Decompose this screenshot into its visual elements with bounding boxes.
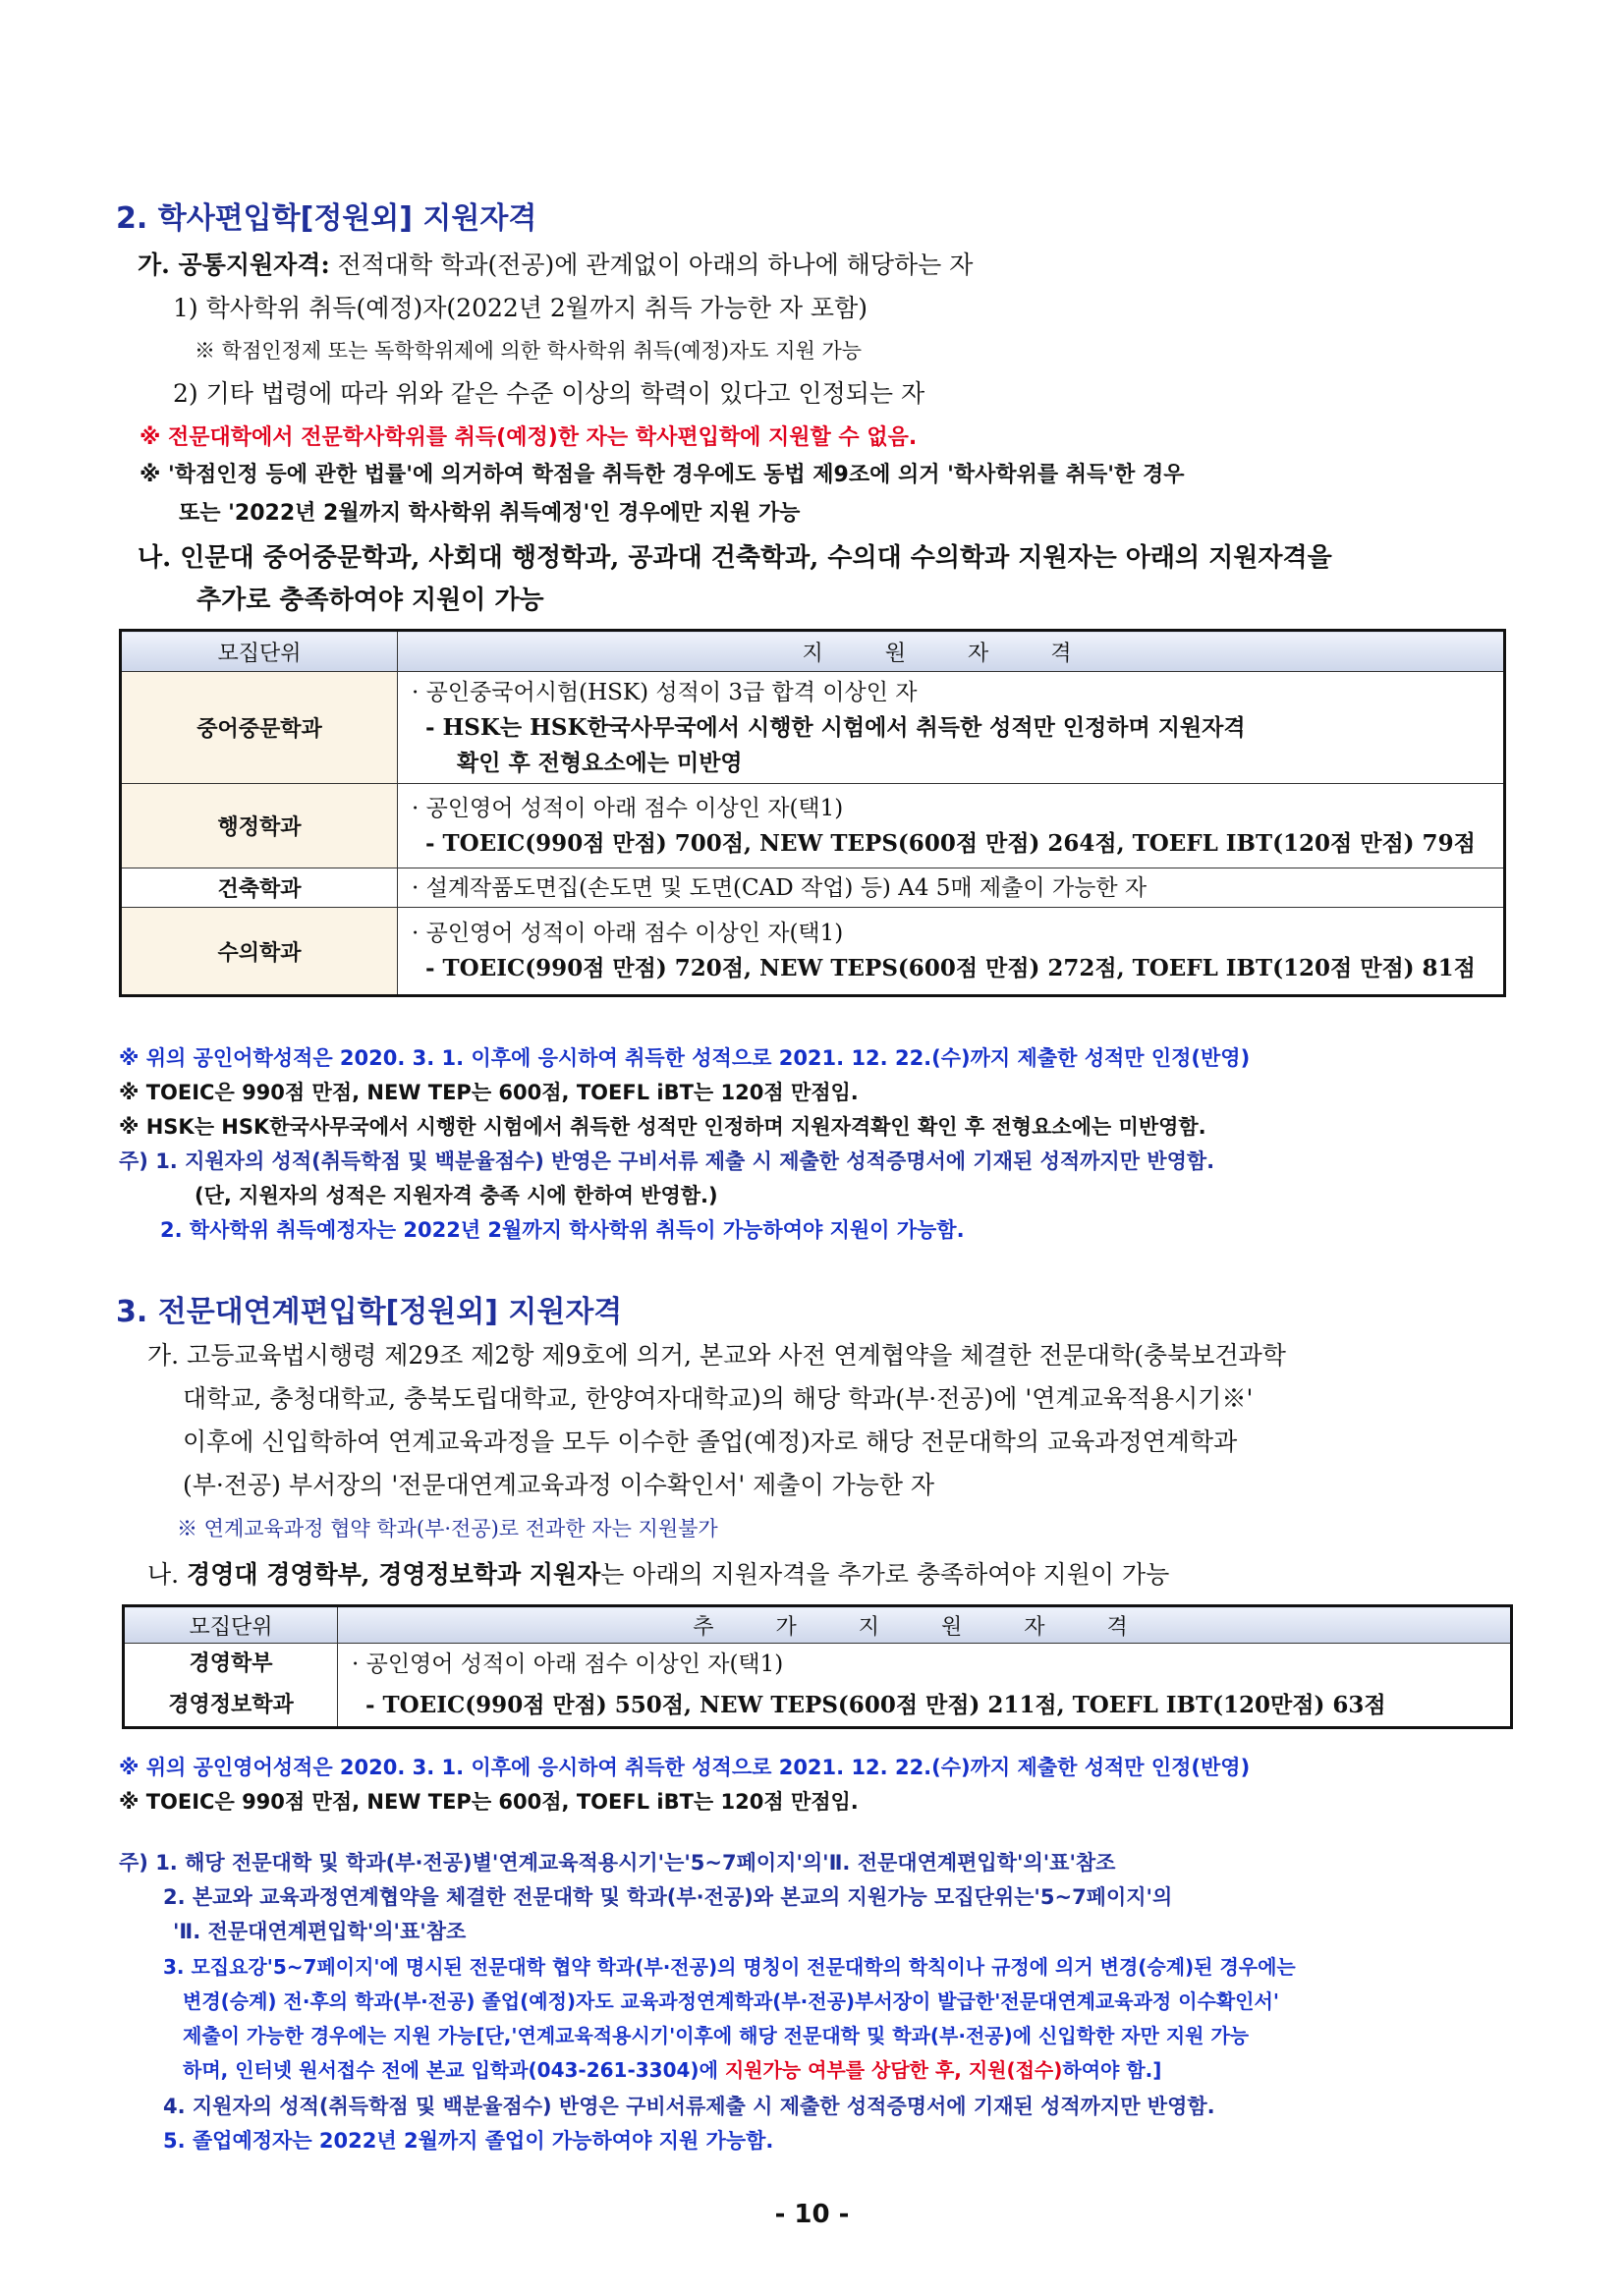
additional-qualification-line1: 나. 인문대 중어중문학과, 사회대 행정학과, 공과대 건축학과, 수의대 수의학과 지원자는 아래의 지원자격을 <box>138 543 1332 573</box>
unit-cell: 건축학과 <box>121 868 398 908</box>
footnote-2: 2. 학사학위 취득예정자는 2022년 2월까지 학사학위 취득이 가능하여야 지원이 가능함. <box>160 1218 965 1242</box>
linkage-qualification-line1: 가. 고등교육법시행령 제29조 제2항 제9호에 의거, 본교와 사전 연계협약을 체결한 전문대학(충북보건과학 <box>147 1341 1286 1370</box>
requirement-cell <box>398 672 1505 784</box>
section3-requirements-table <box>122 1604 1513 1729</box>
requirement-line: · 공인영어 성적이 아래 점수 이상인 자(택1) <box>412 921 844 946</box>
linkage-qualification-line2: 대학교, 충청대학교, 충북도립대학교, 한양여자대학교)의 해당 학과(부·전공)에 '연계교육적용시기※' <box>183 1384 1254 1413</box>
linkage-footnote-5: 5. 졸업예정자는 2022년 2월까지 졸업이 가능하여야 지원 가능함. <box>163 2129 774 2153</box>
requirement-line: · 설계작품도면집(손도면 및 도면(CAD 작업) 등) A4 5매 제출이 가능한 자 <box>412 874 1148 901</box>
unit-cell: 중어중문학과 <box>121 672 398 784</box>
toeic-full-score-note: ※ TOEIC은 990점 만점, NEW TEP는 600점, TOEFL iBT는 120점 만점임. <box>119 1081 859 1104</box>
requirement-line: - HSK는 HSK한국사무국에서 시행한 시험에서 취득한 성적만 인정하며 지원자격 <box>425 713 1246 741</box>
requirement-cell <box>398 784 1505 868</box>
toeic-full-score-note-2: ※ TOEIC은 990점 만점, NEW TEP는 600점, TOEFL iBT는 120점 만점임. <box>119 1790 859 1814</box>
table-row <box>121 784 1505 868</box>
unit-business-info: 경영정보학과 <box>168 1693 294 1717</box>
footnote-1-detail: (단, 지원자의 성적은 지원자격 충족 시에 한하여 반영함.) <box>195 1184 718 1207</box>
unit-cell <box>124 1644 338 1728</box>
credit-law-note-line1: ※ '학점인정 등에 관한 법률'에 의거하여 학점을 취득한 경우에도 동법 제9조에 의거 '학사학위를 취득'한 경우 <box>140 463 1185 487</box>
linkage-footnote-3b: 변경(승계) 전·후의 학과(부·전공) 졸업(예정)자도 교육과정연계학과(부·전공)부서장이 발급한'전문대연계교육과정 이수확인서' <box>183 1989 1279 2013</box>
requirement-cell <box>338 1644 1512 1728</box>
na-prefix: 나. <box>147 1560 188 1589</box>
footnote-3d-part1: 하며, 인터넷 원서접수 전에 본교 입학과(043-261-3304)에 <box>183 2058 725 2082</box>
table-row <box>121 868 1505 908</box>
additional-qualification-line2: 추가로 충족하여야 지원이 가능 <box>196 586 544 615</box>
section2-common-qualification <box>138 246 973 281</box>
linkage-footnote-1: 주) 1. 해당 전문대학 및 학과(부·전공)별'연계교육적용시기'는'5~7페이지'의'Ⅱ. 전문대연계편입학'의'표'참조 <box>119 1851 1116 1875</box>
qualification-item-2: 2) 기타 법령에 따라 위와 같은 수준 이상의 학력이 있다고 인정되는 자 <box>173 379 925 408</box>
table-header-requirement: 지 원 자 격 <box>398 631 1505 672</box>
linkage-qualification-line4: (부·전공) 부서장의 '전문대연계교육과정 이수확인서' 제출이 가능한 자 <box>183 1471 935 1499</box>
requirement-line: - TOEIC(990점 만점) 550점, NEW TEPS(600점 만점) 211점, TOEFL IBT(120만점) 63점 <box>365 1692 1386 1718</box>
qualification-item-1-note: ※ 학점인정제 또는 독학학위제에 의한 학사학위 취득(예정)자도 지원 가능 <box>195 339 863 363</box>
requirement-line: · 공인영어 성적이 아래 점수 이상인 자(택1) <box>412 795 844 821</box>
language-score-period-note: ※ 위의 공인어학성적은 2020. 3. 1. 이후에 응시하여 취득한 성적으로 2021. 12. 22.(수)까지 제출한 성적만 인정(반영) <box>119 1046 1251 1070</box>
section2-requirements-table <box>119 629 1506 997</box>
requirement-line: 확인 후 전형요소에는 미반영 <box>457 749 743 776</box>
table-header-requirement: 추 가 지 원 자 격 <box>338 1606 1512 1644</box>
page-number: - 10 - <box>774 2200 850 2229</box>
hsk-note: ※ HSK는 HSK한국사무국에서 시행한 시험에서 취득한 성적만 인정하며 지원자격확인 확인 후 전형요소에는 미반영함. <box>119 1115 1206 1139</box>
unit-cell: 수의학과 <box>121 908 398 996</box>
na-rest: 는 아래의 지원자격을 추가로 충족하여야 지원이 가능 <box>600 1560 1170 1589</box>
section3-heading: 3. 전문대연계편입학[정원외] 지원자격 <box>116 1295 623 1329</box>
unit-business: 경영학부 <box>189 1652 273 1676</box>
table-header-unit: 모집단위 <box>124 1606 338 1644</box>
qualification-item-1: 1) 학사학위 취득(예정)자(2022년 2월까지 취득 가능한 자 포함) <box>173 294 868 322</box>
linkage-footnote-3d <box>183 2054 1161 2083</box>
requirement-line: · 공인중국어시험(HSK) 성적이 3급 합격 이상인 자 <box>412 679 918 705</box>
na-applicants: 경영대 경영학부, 경영정보학과 지원자 <box>187 1560 601 1589</box>
linkage-footnote-2b: 'Ⅱ. 전문대연계편입학'의'표'참조 <box>173 1920 467 1943</box>
english-score-period-note: ※ 위의 공인영어성적은 2020. 3. 1. 이후에 응시하여 취득한 성적으로 2021. 12. 22.(수)까지 제출한 성적만 인정(반영) <box>119 1756 1251 1779</box>
table-header-unit: 모집단위 <box>121 631 398 672</box>
linkage-footnote-3c: 제출이 가능한 경우에는 지원 가능[단,'연계교육적용시기'이후에 해당 전문대학 및 학과(부·전공)에 신입학한 자만 지원 가능 <box>183 2024 1250 2047</box>
table-row <box>121 908 1505 996</box>
section2-heading: 2. 학사편입학[정원외] 지원자격 <box>116 201 537 236</box>
footnote-1: 주) 1. 지원자의 성적(취득학점 및 백분율점수) 반영은 구비서류 제출 시 제출한 성적증명서에 기재된 성적까지만 반영함. <box>119 1149 1215 1173</box>
table-row <box>121 672 1505 784</box>
common-qualification-text: 전적대학 학과(전공)에 관계없이 아래의 하나에 해당하는 자 <box>329 251 974 279</box>
common-qualification-label: 가. 공통지원자격: <box>138 251 330 279</box>
unit-cell: 행정학과 <box>121 784 398 868</box>
business-additional-qualification <box>147 1555 1169 1591</box>
requirement-line: - TOEIC(990점 만점) 700점, NEW TEPS(600점 만점) 264점, TOEFL IBT(120점 만점) 79점 <box>425 829 1476 857</box>
requirement-line: - TOEIC(990점 만점) 720점, NEW TEPS(600점 만점) 272점, TOEFL IBT(120점 만점) 81점 <box>425 955 1476 981</box>
linkage-qualification-line3: 이후에 신입학하여 연계교육과정을 모두 이수한 졸업(예정)자로 해당 전문대학의 교육과정연계학과 <box>183 1428 1238 1456</box>
requirement-cell <box>398 868 1505 908</box>
associate-degree-warning: ※ 전문대학에서 전문학사학위를 취득(예정)한 자는 학사편입학에 지원할 수 없음. <box>140 425 918 450</box>
linkage-footnote-4: 4. 지원자의 성적(취득학점 및 백분율점수) 반영은 구비서류제출 시 제출한 성적증명서에 기재된 성적까지만 반영함. <box>163 2095 1215 2118</box>
requirement-cell <box>398 908 1505 996</box>
footnote-3d-part3: 하여야 함.] <box>1062 2058 1162 2082</box>
transfer-restriction-note: ※ 연계교육과정 협약 학과(부·전공)로 전과한 자는 지원불가 <box>177 1517 718 1540</box>
table-row <box>124 1644 1512 1728</box>
requirement-line: · 공인영어 성적이 아래 점수 이상인 자(택1) <box>352 1652 784 1677</box>
footnote-3d-consult: 지원가능 여부를 상담한 후, 지원(접수) <box>724 2058 1063 2082</box>
credit-law-note-line2: 또는 '2022년 2월까지 학사학위 취득예정'인 경우에만 지원 가능 <box>179 501 801 526</box>
linkage-footnote-3a: 3. 모집요강'5~7페이지'에 명시된 전문대학 협약 학과(부·전공)의 명칭이 전문대학의 학칙이나 규정에 의거 변경(승계)된 경우에는 <box>163 1955 1296 1979</box>
linkage-footnote-2a: 2. 본교와 교육과정연계협약을 체결한 전문대학 및 학과(부·전공)와 본교의 지원가능 모집단위는'5~7페이지'의 <box>163 1885 1173 1909</box>
